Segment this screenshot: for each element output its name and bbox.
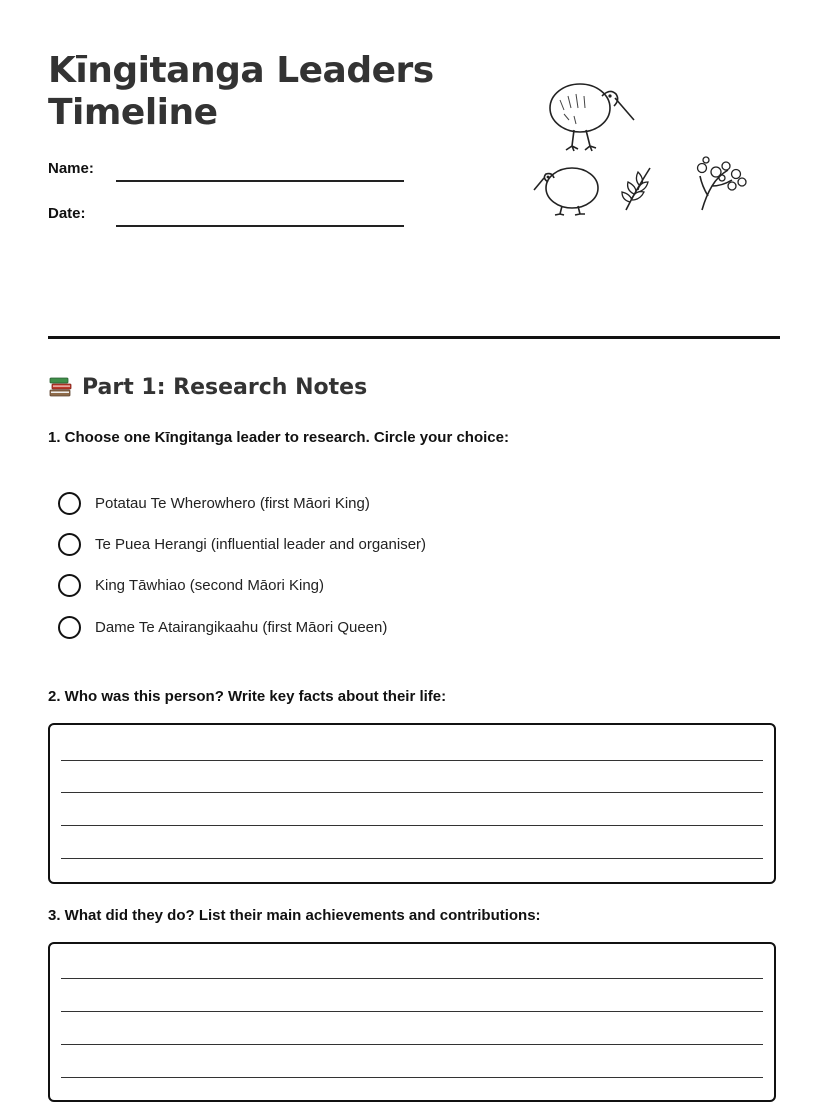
kiwi-standing-icon	[544, 76, 644, 156]
title-line-2: Timeline	[48, 92, 218, 133]
books-icon	[48, 374, 74, 400]
date-field[interactable]	[116, 225, 404, 227]
fern-icon	[618, 164, 658, 214]
name-label: Name:	[48, 160, 94, 177]
question-3: 3. What did they do? List their main achievements and contributions:	[48, 907, 541, 924]
writing-line	[61, 760, 763, 761]
illustrations	[530, 70, 770, 220]
question-2: 2. Who was this person? Write key facts about their life:	[48, 688, 447, 705]
part1-title: Part 1: Research Notes	[82, 374, 368, 400]
section-divider	[48, 336, 780, 339]
circle-choice[interactable]	[58, 492, 81, 515]
writing-line	[61, 978, 763, 979]
circle-choice[interactable]	[58, 574, 81, 597]
page-title	[48, 50, 468, 134]
date-label: Date:	[48, 205, 86, 222]
option-label: Te Puea Herangi (influential leader and organiser)	[95, 536, 427, 553]
writing-line	[61, 1044, 763, 1045]
circle-choice[interactable]	[58, 533, 81, 556]
writing-line	[61, 1077, 763, 1078]
option-potatau[interactable]	[58, 492, 370, 515]
question-1: 1. Choose one Kīngitanga leader to research. Circle your choice:	[48, 429, 509, 446]
kiwi-walking-icon	[532, 164, 604, 216]
option-tawhiao[interactable]	[58, 574, 324, 597]
option-te-puea[interactable]	[58, 533, 426, 556]
title-line-1: Kīngitanga Leaders	[48, 50, 434, 91]
option-label: King Tāwhiao (second Māori King)	[95, 577, 325, 594]
circle-choice[interactable]	[58, 616, 81, 639]
writing-line	[61, 1011, 763, 1012]
answer-box-2[interactable]	[48, 723, 776, 884]
writing-line	[61, 858, 763, 859]
answer-box-3[interactable]	[48, 942, 776, 1102]
option-label: Dame Te Atairangikaahu (first Māori Queen)	[95, 619, 388, 636]
writing-line	[61, 792, 763, 793]
option-te-atairangikaahu[interactable]	[58, 616, 387, 639]
flowering-branch-icon	[692, 156, 752, 212]
part1-heading	[48, 374, 367, 400]
option-label: Potatau Te Wherowhero (first Māori King)	[95, 495, 370, 512]
writing-line	[61, 825, 763, 826]
name-field[interactable]	[116, 180, 404, 182]
